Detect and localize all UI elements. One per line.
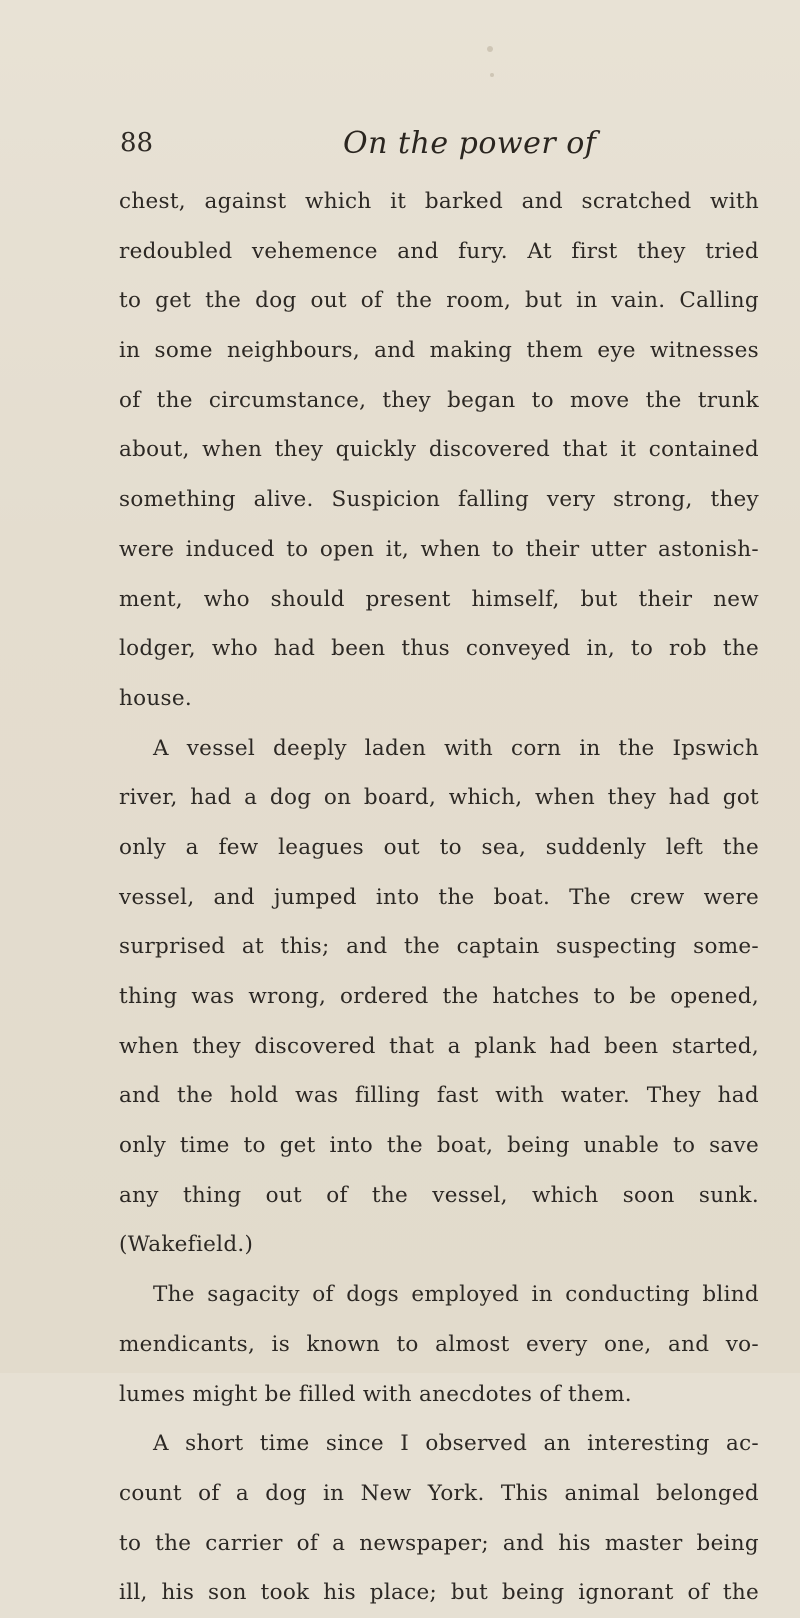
text-line: in some neighbours, and making them eye witnesses (119, 338, 759, 364)
text-line: mendicants, is known to almost every one, and vo- (119, 1331, 759, 1357)
text-line: and the hold was filling fast with water. They had (119, 1083, 759, 1109)
text-line: something alive. Suspicion falling very strong, they (119, 487, 759, 513)
text-line: to get the dog out of the room, but in vain. Calling (119, 288, 759, 314)
text-line: thing was wrong, ordered the hatches to be opened, (119, 984, 759, 1009)
text-line: chest, against which it barked and scratched with (119, 189, 759, 214)
body-text (119, 177, 759, 1618)
foxing-spot (487, 46, 493, 52)
text-line: of the circumstance, they began to move the trunk (119, 387, 759, 413)
paragraph-start-line: A vessel deeply laden with corn in the Ipswich (153, 735, 759, 761)
text-line: were induced to open it, when to their utter astonish- (119, 536, 759, 562)
text-line: river, had a dog on board, which, when they had got (119, 785, 759, 811)
paragraph-end-line: lumes might be filled with anecdotes of them. (119, 1381, 632, 1407)
running-title: On the power of (343, 126, 597, 161)
text-line: count of a dog in New York. This animal belonged (119, 1480, 759, 1506)
text-line: redoubled vehemence and fury. At first they tried (119, 238, 759, 264)
page-number: 88 (120, 128, 154, 158)
text-line: only a few leagues out to sea, suddenly left the (119, 834, 759, 860)
text-line: when they discovered that a plank had been started, (119, 1033, 759, 1059)
paragraph-start-line: The sagacity of dogs employed in conducting blind (153, 1282, 759, 1308)
citation-line: (Wakefield.) (119, 1232, 254, 1258)
text-line: to the carrier of a newspaper; and his master being (119, 1530, 759, 1556)
text-line: about, when they quickly discovered that it contained (119, 437, 759, 463)
text-line: only time to get into the boat, being unable to save (119, 1133, 759, 1159)
foxing-spot (490, 73, 494, 77)
text-line: lodger, who had been thus conveyed in, to rob the (119, 636, 759, 662)
text-line: ment, who should present himself, but their new (119, 586, 759, 612)
text-line: vessel, and jumped into the boat. The crew were (119, 884, 759, 910)
text-line: ill, his son took his place; but being ignorant of the (119, 1580, 759, 1606)
text-line: any thing out of the vessel, which soon sunk. (119, 1182, 759, 1208)
paragraph-start-line: A short time since I observed an interesting ac- (153, 1431, 759, 1457)
paragraph-end-line: house. (119, 685, 193, 711)
running-head (0, 128, 800, 168)
text-line: surprised at this; and the captain suspecting some- (119, 934, 759, 960)
